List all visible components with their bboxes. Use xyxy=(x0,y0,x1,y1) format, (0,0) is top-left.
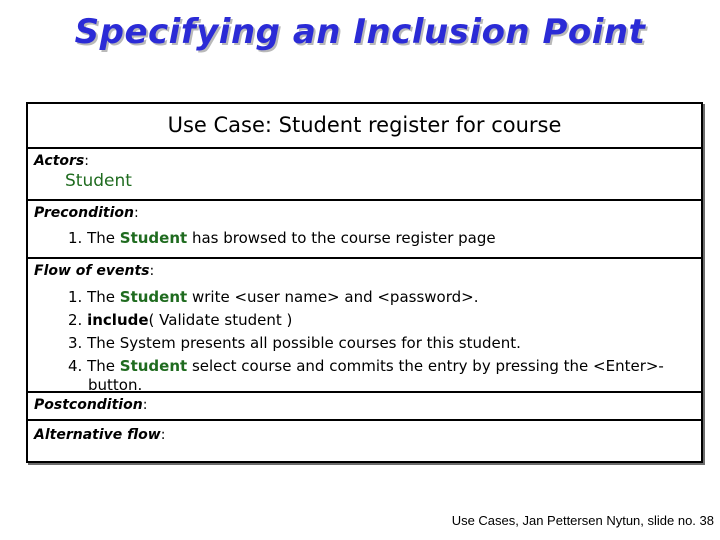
precondition-label: Precondition: xyxy=(34,205,139,221)
flow-step-1: 1. The Student write <user name> and <password>. xyxy=(68,288,479,306)
flow-step-4-continuation: button. xyxy=(88,376,143,394)
alternative-flow-section xyxy=(28,421,701,461)
use-case-heading: Use Case: Student register for course xyxy=(28,104,701,149)
flow-step-4: 4. The Student select course and commits the entry by pressing the <Enter>- xyxy=(68,357,664,375)
flow-step-2: 2. include( Validate student ) xyxy=(68,311,293,329)
postcondition-section xyxy=(28,393,701,421)
slide-footer: Use Cases, Jan Pettersen Nytun, slide no. 38 xyxy=(451,513,714,528)
alternative-flow-label: Alternative flow: xyxy=(34,427,166,443)
actor-ref: Student xyxy=(119,229,188,247)
flow-label: Flow of events: xyxy=(34,263,155,279)
precondition-line: 1. The Student has browsed to the course register page xyxy=(68,229,496,247)
actors-label: Actors: xyxy=(34,153,89,169)
flow-step-3: 3. The System presents all possible courses for this student. xyxy=(68,334,521,352)
flow-section xyxy=(28,259,701,393)
actor-name: Student xyxy=(65,171,132,191)
actors-section xyxy=(28,149,701,201)
postcondition-label: Postcondition: xyxy=(34,397,148,413)
use-case-table xyxy=(26,102,703,463)
slide-title: Specifying an Inclusion Point xyxy=(74,12,646,52)
precondition-section xyxy=(28,201,701,259)
